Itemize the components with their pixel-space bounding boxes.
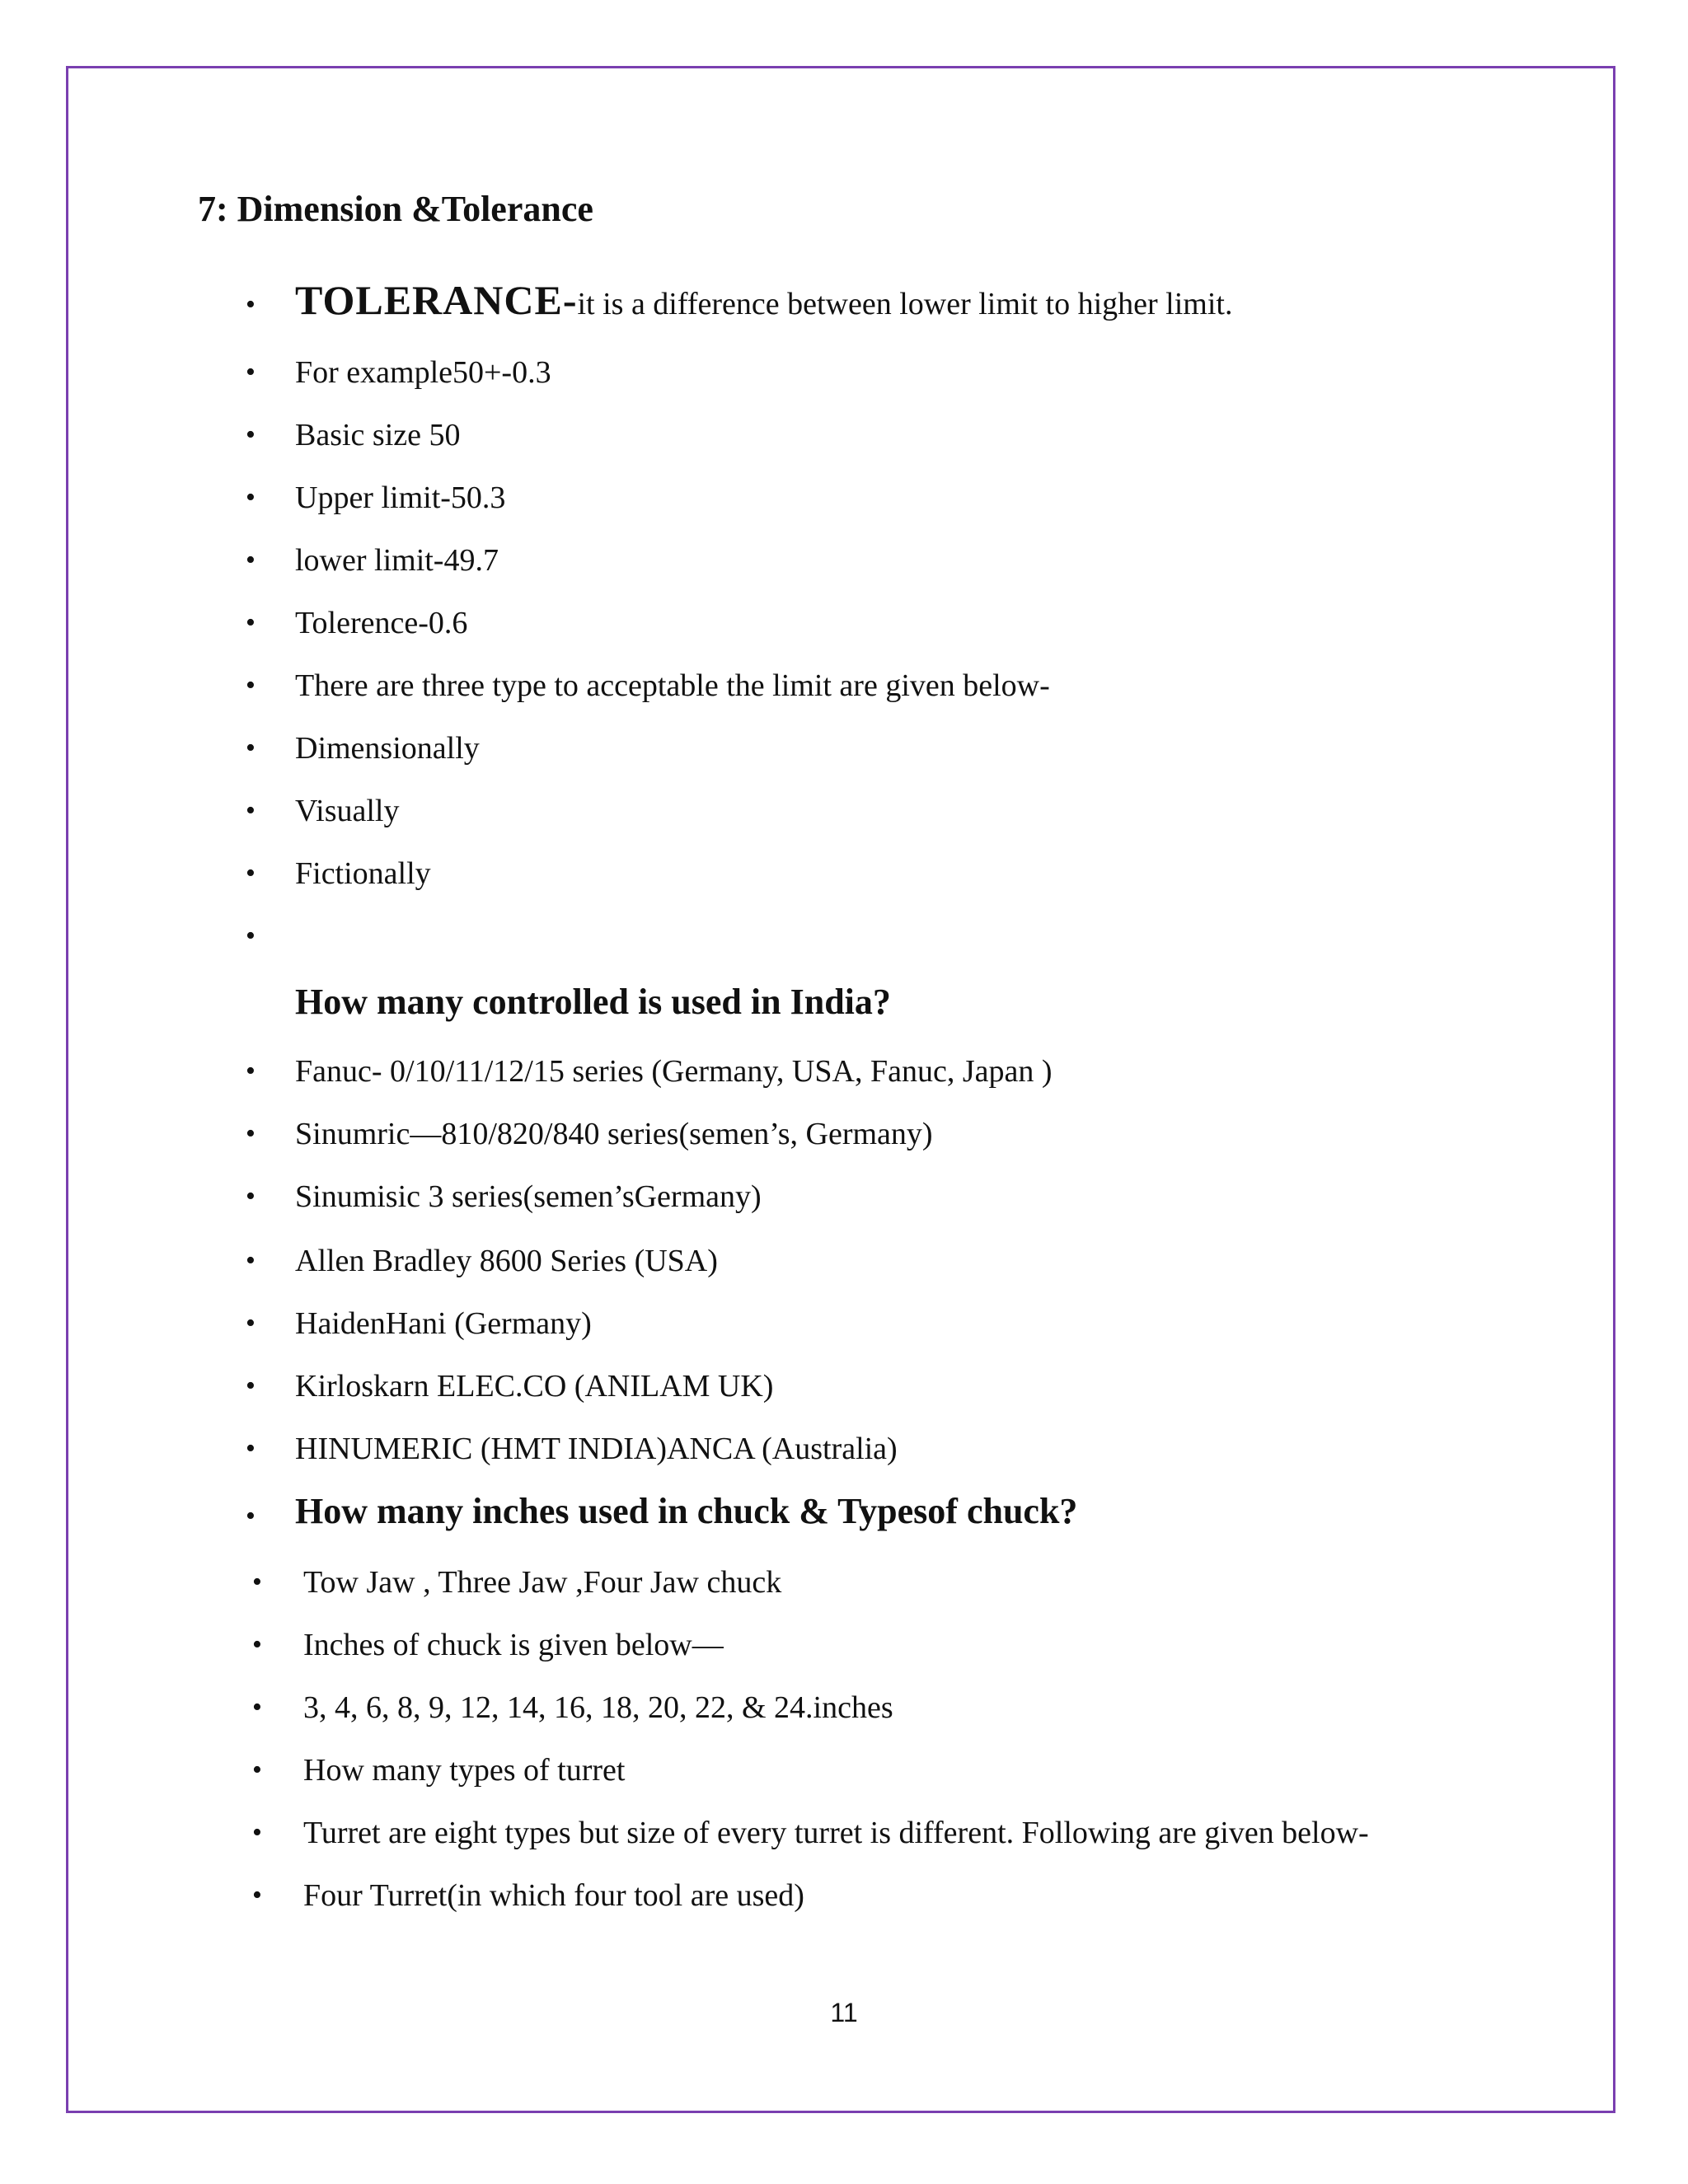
bullet-icon: • — [252, 1629, 262, 1660]
visually-text: Visually — [295, 794, 400, 828]
bullet-icon: • — [246, 1371, 256, 1401]
chuck-item: Inches of chuck is given below— — [303, 1628, 724, 1662]
three-types-text: There are three type to acceptable the limit are given below- — [295, 668, 1050, 703]
page-number: 11 — [830, 1998, 858, 2027]
bullet-icon: • — [246, 1245, 256, 1276]
chuck-item: Four Turret(in which four tool are used) — [303, 1878, 804, 1913]
lower-limit-text: lower limit-49.7 — [295, 543, 499, 578]
bullet-icon: • — [246, 289, 256, 320]
tolerance-definition: it is a difference between lower limit to higher limit. — [577, 287, 1233, 321]
bullet-icon: • — [246, 670, 256, 701]
bullet-icon: • — [246, 1433, 256, 1464]
controller-item: Allen Bradley 8600 Series (USA) — [295, 1244, 718, 1278]
bullet-icon: • — [246, 921, 256, 951]
controller-item: HaidenHani (Germany) — [295, 1306, 592, 1341]
controller-item: HINUMERIC (HMT INDIA)ANCA (Australia) — [295, 1432, 898, 1466]
controller-item: Sinumisic 3 series(semen’sGermany) — [295, 1179, 762, 1214]
chuck-heading: How many inches used in chuck & Typesof chuck? — [295, 1491, 1078, 1531]
controller-item: Fanuc- 0/10/11/12/15 series (Germany, USA, Fanuc, Japan ) — [295, 1054, 1053, 1089]
dimensionally-text: Dimensionally — [295, 731, 480, 766]
chuck-item: Turret are eight types but size of every turret is different. Following are given below- — [303, 1816, 1369, 1850]
bullet-icon: • — [246, 1181, 256, 1212]
bullet-icon: • — [252, 1692, 262, 1722]
controller-item: Kirloskarn ELEC.CO (ANILAM UK) — [295, 1369, 774, 1404]
chuck-item: 3, 4, 6, 8, 9, 12, 14, 16, 18, 20, 22, & 24.inches — [303, 1690, 893, 1725]
fictionally-text: Fictionally — [295, 856, 431, 891]
bullet-icon: • — [246, 357, 256, 387]
example-text: For example50+-0.3 — [295, 355, 551, 390]
chuck-item: Tow Jaw , Three Jaw ,Four Jaw chuck — [303, 1565, 782, 1600]
bullet-icon: • — [246, 419, 256, 450]
bullet-icon: • — [246, 733, 256, 763]
bullet-icon: • — [246, 858, 256, 888]
bullet-icon: • — [246, 1501, 256, 1531]
controllers-heading: How many controlled is used in India? — [295, 982, 891, 1022]
bullet-icon: • — [246, 607, 256, 638]
chuck-item: How many types of turret — [303, 1753, 626, 1788]
bullet-icon: • — [252, 1817, 262, 1848]
basic-size-text: Basic size 50 — [295, 418, 461, 452]
bullet-icon: • — [246, 1118, 256, 1149]
bullet-icon: • — [246, 1308, 256, 1338]
tolerence-text: Tolerence-0.6 — [295, 606, 468, 640]
upper-limit-text: Upper limit-50.3 — [295, 480, 506, 515]
bullet-icon: • — [246, 482, 256, 513]
bullet-icon: • — [246, 795, 256, 826]
controller-item: Sinumric—810/820/840 series(semen’s, Germany) — [295, 1117, 933, 1151]
bullet-icon: • — [252, 1880, 262, 1910]
section-title: 7: Dimension &Tolerance — [198, 189, 593, 229]
bullet-icon: • — [252, 1567, 262, 1597]
bullet-icon: • — [252, 1755, 262, 1785]
tolerance-term: TOLERANCE- — [295, 277, 578, 323]
bullet-icon: • — [246, 545, 256, 575]
bullet-icon: • — [246, 1056, 256, 1086]
